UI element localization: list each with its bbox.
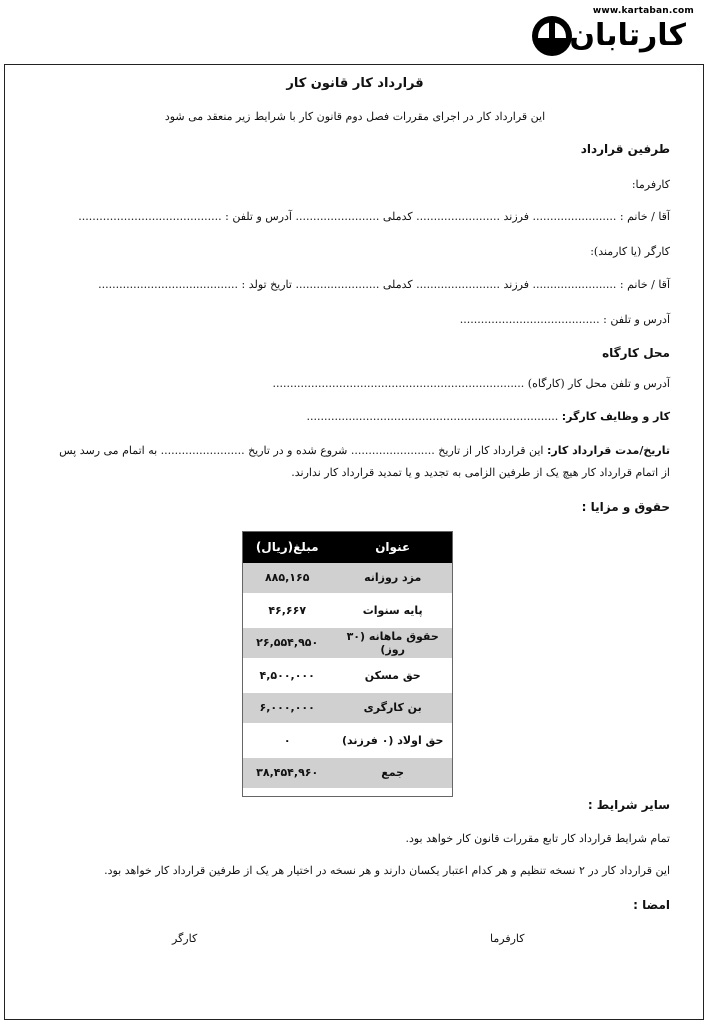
- workplace-heading: محل کارگاه: [602, 346, 670, 360]
- duties-dots: ........................................................................: [306, 410, 559, 423]
- row-title: پایه سنوات: [332, 594, 453, 627]
- employer-details-line: آقا / خانم : ........................ فرزند ........................ کدملی ........................ آدرس و تلفن : .........................................: [78, 210, 670, 223]
- helmet-icon: [530, 12, 574, 58]
- row-amount: ۳۸,۴۵۴,۹۶۰: [242, 757, 332, 790]
- column-header-amount: مبلغ(ریال): [242, 531, 332, 563]
- table-row: [242, 627, 453, 660]
- other-conditions-heading: سایر شرایط :: [587, 798, 670, 812]
- row-title: جمع: [332, 757, 453, 790]
- duration-label: تاریخ/مدت قرارداد کار:: [546, 444, 670, 457]
- row-amount: ۰: [242, 724, 332, 757]
- workplace-address-line: آدرس و تلفن محل کار (کارگاه) ........................................................................: [272, 377, 670, 390]
- table-row: [242, 659, 453, 692]
- row-amount: ۴,۵۰۰,۰۰۰: [242, 659, 332, 692]
- employer-label: کارفرما:: [631, 178, 670, 191]
- row-title: بن کارگری: [332, 692, 453, 725]
- table-row: [242, 563, 453, 594]
- row-title: حق اولاد (۰ فرزند): [332, 724, 453, 757]
- duration-line-2: از اتمام قرارداد کار هیچ یک از طرفین الزامی به تجدید و یا تمدید قرارداد کار ندارند.: [291, 466, 670, 479]
- row-amount: ۶,۰۰۰,۰۰۰: [242, 692, 332, 725]
- worker-label: کارگر (یا کارمند):: [590, 245, 670, 258]
- row-title: حقوق ماهانه (۳۰ روز): [332, 627, 453, 660]
- logo-wordmark: کارتابان: [569, 18, 686, 53]
- other-condition-1: تمام شرایط قرارداد کار تابع مقررات قانون کار خواهد بود.: [405, 832, 670, 845]
- document-title: قرارداد کار قانون کار: [286, 76, 424, 91]
- duration-text-1: این قرارداد کار از تاریخ ........................ شروع شده و در تاریخ ........................ به اتمام می رسد پس: [59, 444, 544, 457]
- benefits-table: [242, 531, 453, 791]
- other-condition-2: این قرارداد کار در ۲ نسخه تنظیم و هر کدام اعتبار یکسان دارند و هر نسخه در اختیار هر یک از طرفین قرارداد کار خواهد بود.: [104, 864, 670, 877]
- parties-heading: طرفین قرارداد: [580, 142, 670, 156]
- row-amount: ۴۶,۶۶۷: [242, 594, 332, 627]
- duration-line-1: [59, 444, 670, 457]
- intro-text: این قرارداد کار در اجرای مقررات فصل دوم قانون کار با شرایط زیر منعقد می شود: [164, 110, 546, 123]
- worker-signature-label: کارگر: [172, 932, 198, 945]
- kartaban-logo: [524, 6, 694, 64]
- table-row: [242, 692, 453, 725]
- duties-label: کار و وظایف کارگر:: [561, 410, 670, 423]
- table-row: [242, 724, 453, 757]
- signatures-heading: امضا :: [633, 898, 670, 912]
- row-title: حق مسکن: [332, 659, 453, 692]
- table-row: [242, 757, 453, 790]
- worker-address-line: آدرس و تلفن : ........................................: [459, 313, 670, 326]
- employer-signature-label: کارفرما: [490, 932, 525, 945]
- logo-url: www.kartaban.com: [592, 6, 694, 16]
- row-amount: ۲۶,۵۵۴,۹۵۰: [242, 627, 332, 660]
- worker-details-line: آقا / خانم : ........................ فرزند ........................ کدملی ........................ تاریخ تولد : ........................................: [98, 278, 670, 291]
- benefits-heading: حقوق و مزایا :: [581, 500, 670, 514]
- row-amount: ۸۸۵,۱۶۵: [242, 563, 332, 594]
- column-header-title: عنوان: [332, 531, 453, 563]
- duties-line: [306, 410, 670, 423]
- row-title: مزد روزانه: [332, 563, 453, 594]
- table-row: [242, 594, 453, 627]
